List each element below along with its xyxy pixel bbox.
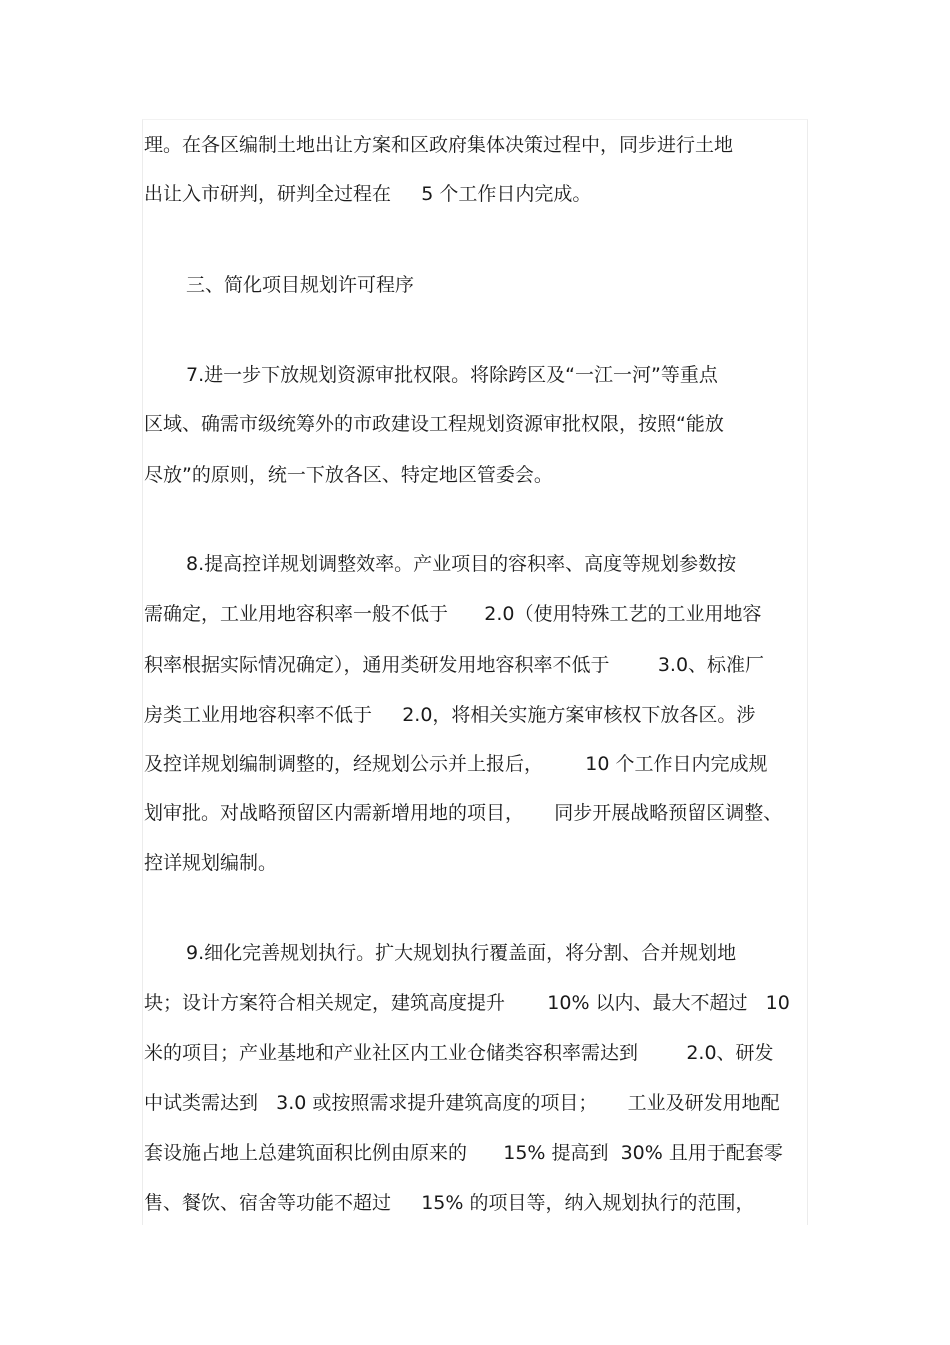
paragraph-line: 售、餐饮、宿舍等功能不超过 15% 的项目等，纳入规划执行的范围， [144,1192,755,1214]
paragraph-line: 理。在各区编制土地出让方案和区政府集体决策过程中，同步进行土地 [144,134,734,156]
paragraph-line: 及控详规划编制调整的，经规划公示并上报后， 10 个工作日内完成规 [144,753,768,775]
paragraph-line: 房类工业用地容积率不低于 2.0，将相关实施方案审核权下放各区。涉 [144,704,756,726]
paragraph-line: 中试类需达到 3.0 或按照需求提升建筑高度的项目； 工业及研发用地配 [144,1092,780,1114]
section-heading: 三、简化项目规划许可程序 [186,274,415,296]
paragraph-line: 套设施占地上总建筑面积比例由原来的 15% 提高到 30% 且用于配套零 [144,1142,783,1164]
paragraph-line: 积率根据实际情况确定），通用类研发用地容积率不低于 3.0、标准厂 [144,654,765,676]
paragraph-line: 8.提高控详规划调整效率。产业项目的容积率、高度等规划参数按 [186,553,737,575]
paragraph-line: 出让入市研判，研判全过程在 5 个工作日内完成。 [144,183,592,205]
paragraph-line: 区域、确需市级统筹外的市政建设工程规划资源审批权限，按照“能放 [144,413,724,435]
paragraph-line: 需确定，工业用地容积率一般不低于 2.0（使用特殊工艺的工业用地容 [144,603,762,625]
paragraph-line: 控详规划编制。 [144,852,278,874]
paragraph-line: 尽放”的原则，统一下放各区、特定地区管委会。 [144,464,553,486]
paragraph-line: 米的项目；产业基地和产业社区内工业仓储类容积率需达到 2.0、研发 [144,1042,774,1064]
paragraph-line: 划审批。对战略预留区内需新增用地的项目， 同步开展战略预留区调整、 [144,802,783,824]
paragraph-line: 9.细化完善规划执行。扩大规划执行覆盖面，将分割、合并规划地 [186,942,737,964]
paragraph-line: 块；设计方案符合相关规定，建筑高度提升 10% 以内、最大不超过 10 [144,992,790,1014]
paragraph-line: 7.进一步下放规划资源审批权限。将除跨区及“一江一河”等重点 [186,364,718,386]
